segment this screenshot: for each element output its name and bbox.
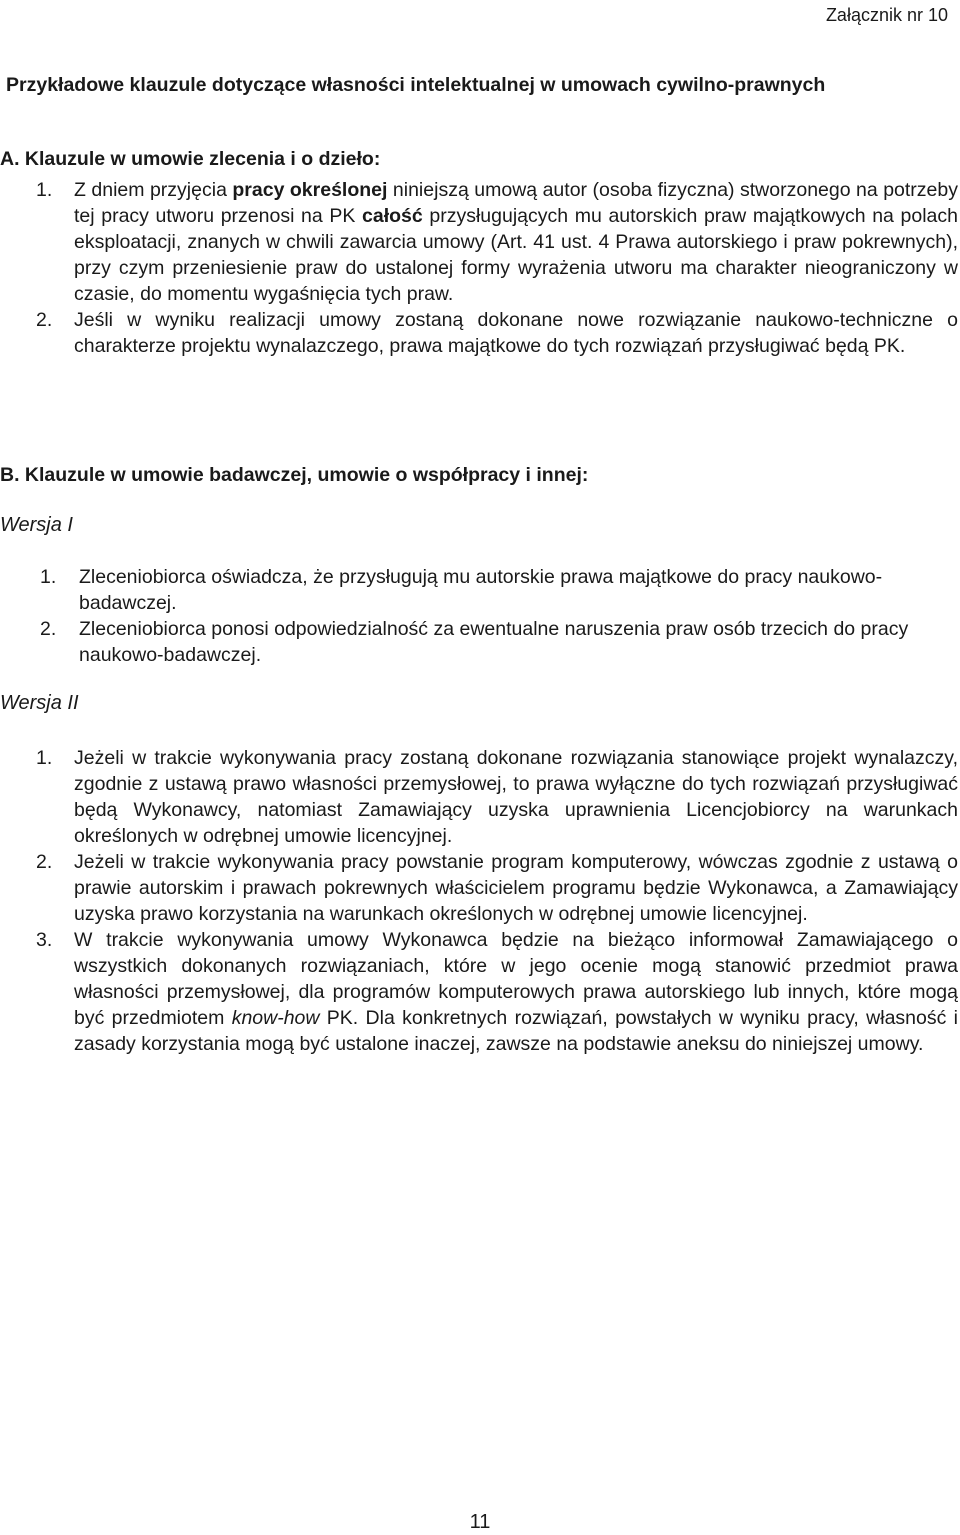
list-item	[0, 849, 958, 927]
clause-text: Zleceniobiorca oświadcza, że przysługują mu autorskie prawa majątkowe do pracy naukowo-badawczej.	[79, 566, 883, 614]
list-item-number: 2.	[40, 618, 57, 640]
page-number: 11	[469, 1511, 491, 1533]
list-item	[0, 927, 958, 1057]
document-title: Przykładowe klauzule dotyczące własności intelektualnej w umowach cywilno-prawnych	[6, 74, 826, 96]
clause-text: Jeżeli w trakcie wykonywania pracy zostaną dokonane rozwiązania stanowiące projekt wynalazczy, zgodnie z ustawą prawo własności przemysłowej, to prawa wyłączne do tych rozwiązań przysługiwać będą Wykonawcy, natomiast Zamawiający uzyska uprawnienia Licencjobiorcy na warunkach określonych w odrębnej umowie licencyjnej.	[74, 747, 958, 847]
list-item	[0, 745, 958, 849]
version-1-list	[0, 564, 958, 668]
list-item	[0, 177, 958, 307]
section-a-heading: A. Klauzule w umowie zlecenia i o dzieło:	[0, 148, 381, 170]
clause-text: Zleceniobiorca ponosi odpowiedzialność za ewentualne naruszenia praw osób trzecich do pracy naukowo-badawczej.	[79, 618, 909, 666]
clause-text: Jeżeli w trakcie wykonywania pracy powstanie program komputerowy, wówczas zgodnie z ustawą o prawie autorskim i prawach pokrewnych właścicielem programu będzie Wykonawca, a Zamawiający uzyska prawo korzystania na warunkach określonych w odrębnej umowie licencyjnej.	[74, 851, 958, 925]
clause-text: Z dniem przyjęcia	[74, 179, 233, 201]
list-item-number: 3.	[36, 929, 53, 951]
annex-label: Załącznik nr 10	[825, 5, 948, 25]
list-item-number: 2.	[36, 851, 53, 873]
version-2-list	[0, 745, 958, 1057]
list-item-number: 1.	[36, 747, 53, 769]
list-item-number: 1.	[36, 179, 53, 201]
clause-text: W trakcie wykonywania umowy Wykonawca będzie na bieżąco informował Zamawiającego o wszystkich dokonanych rozwiązaniach, które w jego ocenie mogą stanowić przedmiot prawa własności przemysłowej, dla programów komputerowych prawa autorskiego lub innych, które mogą być przedmiotem	[74, 929, 958, 1029]
version-1-label: Wersja I	[0, 514, 73, 536]
list-item-number: 1.	[40, 566, 57, 588]
section-b-heading: B. Klauzule w umowie badawczej, umowie o współpracy i innej:	[0, 464, 589, 486]
list-item	[0, 307, 958, 359]
section-a-list	[0, 177, 958, 359]
list-item	[0, 564, 949, 616]
clause-text: przysługujących mu autorskich praw majątkowych na polach eksploatacji, znanych w chwili zawarcia umowy (Art. 41 ust. 4 Prawa autorskiego i praw pokrewnych), przy czym przeniesienie praw do ustalonej formy wyrażenia utworu ma charakter nieograniczony w czasie, do momentu wygaśnięcia tych praw.	[74, 205, 958, 305]
version-2-label: Wersja II	[0, 692, 79, 714]
clause-bold-text: pracy określonej	[232, 179, 388, 201]
clause-italic-text: know-how	[231, 1007, 320, 1029]
clause-bold-text: całość	[362, 205, 423, 227]
clause-text: Jeśli w wyniku realizacji umowy zostaną dokonane nowe rozwiązanie naukowo-techniczne o charakterze projektu wynalazczego, prawa majątkowe do tych rozwiązań przysługiwać będą PK.	[74, 309, 958, 357]
list-item-number: 2.	[36, 309, 53, 331]
list-item	[0, 616, 949, 668]
clause-text: niniejszą umową autor (osoba fizyczna) stworzonego na potrzeby tej pracy utworu przenosi na PK	[74, 179, 958, 227]
clause-text: PK. Dla konkretnych rozwiązań, powstałych w wyniku pracy, własność i zasady korzystania mogą być ustalone inaczej, zawsze na podstawie aneksu do niniejszej umowy.	[74, 1007, 958, 1055]
